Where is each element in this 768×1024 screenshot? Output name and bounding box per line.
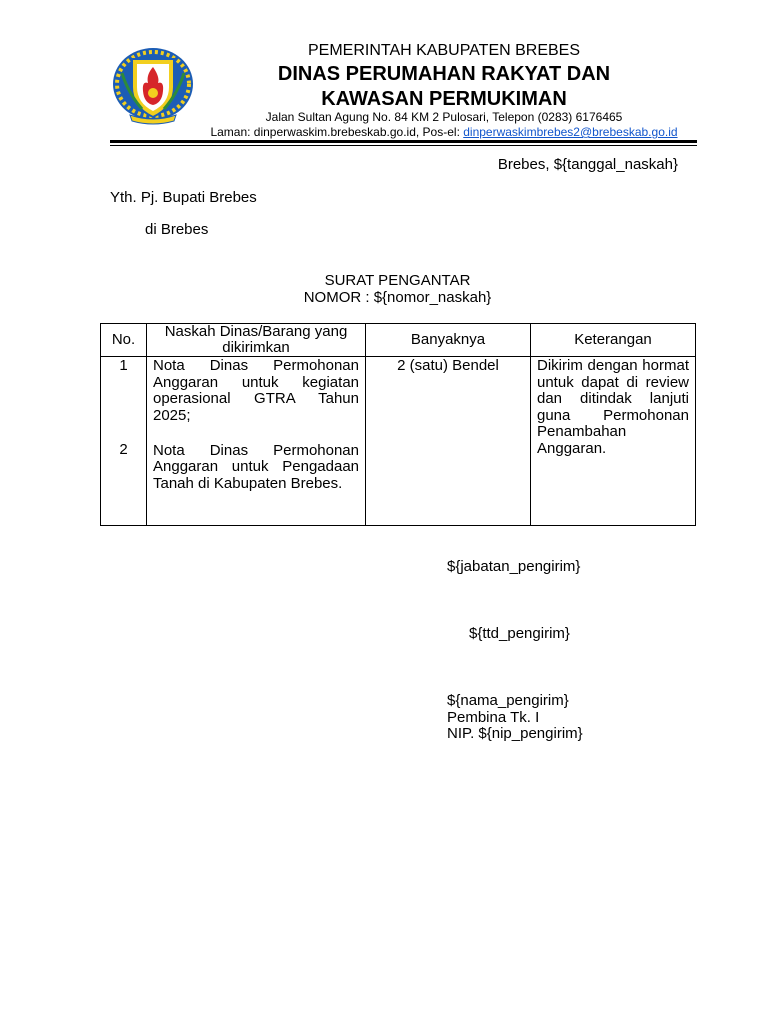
header-remark: Keterangan <box>531 324 696 357</box>
agency-name-line1: DINAS PERUMAHAN RAKYAT DAN <box>277 63 611 85</box>
recipient-location: di Brebes <box>145 221 209 238</box>
no-cell <box>101 357 147 526</box>
web-prefix: Laman: dinperwaskim.brebeskab.go.id, Pos-el: <box>210 125 464 139</box>
items-table <box>100 323 696 526</box>
brebes-regency-emblem-icon <box>108 43 198 125</box>
quantity-text: 2 (satu) Bendel <box>397 357 499 374</box>
item-cell <box>147 357 366 526</box>
remark-text: Dikirim dengan hormat untuk dapat di review dan ditindak lanjuti guna Permohonan Penambahan Anggaran. <box>537 357 689 457</box>
sender-nip: NIP. ${nip_pengirim} <box>447 725 583 742</box>
letterhead-rule-thin <box>110 145 697 146</box>
sender-name: ${nama_pengirim} <box>447 692 569 709</box>
title-line1: SURAT PENGANTAR <box>324 272 471 289</box>
table-row <box>101 357 696 526</box>
table-header-row <box>101 324 696 357</box>
document-title <box>100 272 695 306</box>
sender-rank: Pembina Tk. I <box>447 708 540 726</box>
email-link[interactable]: dinperwaskimbrebes2@brebeskab.go.id <box>463 125 678 139</box>
place-date: Brebes, ${tanggal_naskah} <box>497 156 678 173</box>
remark-cell <box>531 357 696 526</box>
agency-web-contact <box>190 125 698 139</box>
recipient-line: Yth. Pj. Bupati Brebes <box>110 189 257 206</box>
spacer <box>101 375 146 408</box>
spacer <box>101 408 146 441</box>
sender-signature: ${ttd_pengirim} <box>469 625 570 642</box>
item-text: Nota Dinas Permohonan Anggaran untuk kegiatan operasional GTRA Tahun 2025; <box>153 357 359 424</box>
government-name: PEMERINTAH KABUPATEN BREBES <box>307 42 581 59</box>
row-number: 1 <box>119 357 128 374</box>
item-text: Nota Dinas Permohonan Anggaran untuk Pengadaan Tanah di Kabupaten Brebes. <box>153 441 359 492</box>
row-number: 2 <box>119 440 128 458</box>
header-no: No. <box>101 324 147 357</box>
agency-address: Jalan Sultan Agung No. 84 KM 2 Pulosari, Telepon (0283) 6176465 <box>265 110 623 124</box>
quantity-cell <box>366 357 531 526</box>
sender-position: ${jabatan_pengirim} <box>447 558 581 575</box>
sender-name-block <box>447 693 583 743</box>
agency-name <box>190 62 698 112</box>
header-item: Naskah Dinas/Barang yang dikirimkan <box>147 324 366 357</box>
header-quantity: Banyaknya <box>366 324 531 357</box>
title-number: NOMOR : ${nomor_naskah} <box>303 289 492 306</box>
agency-name-line2: KAWASAN PERMUKIMAN <box>321 88 567 110</box>
letterhead-rule-thick <box>110 140 697 143</box>
spacer <box>147 425 365 442</box>
